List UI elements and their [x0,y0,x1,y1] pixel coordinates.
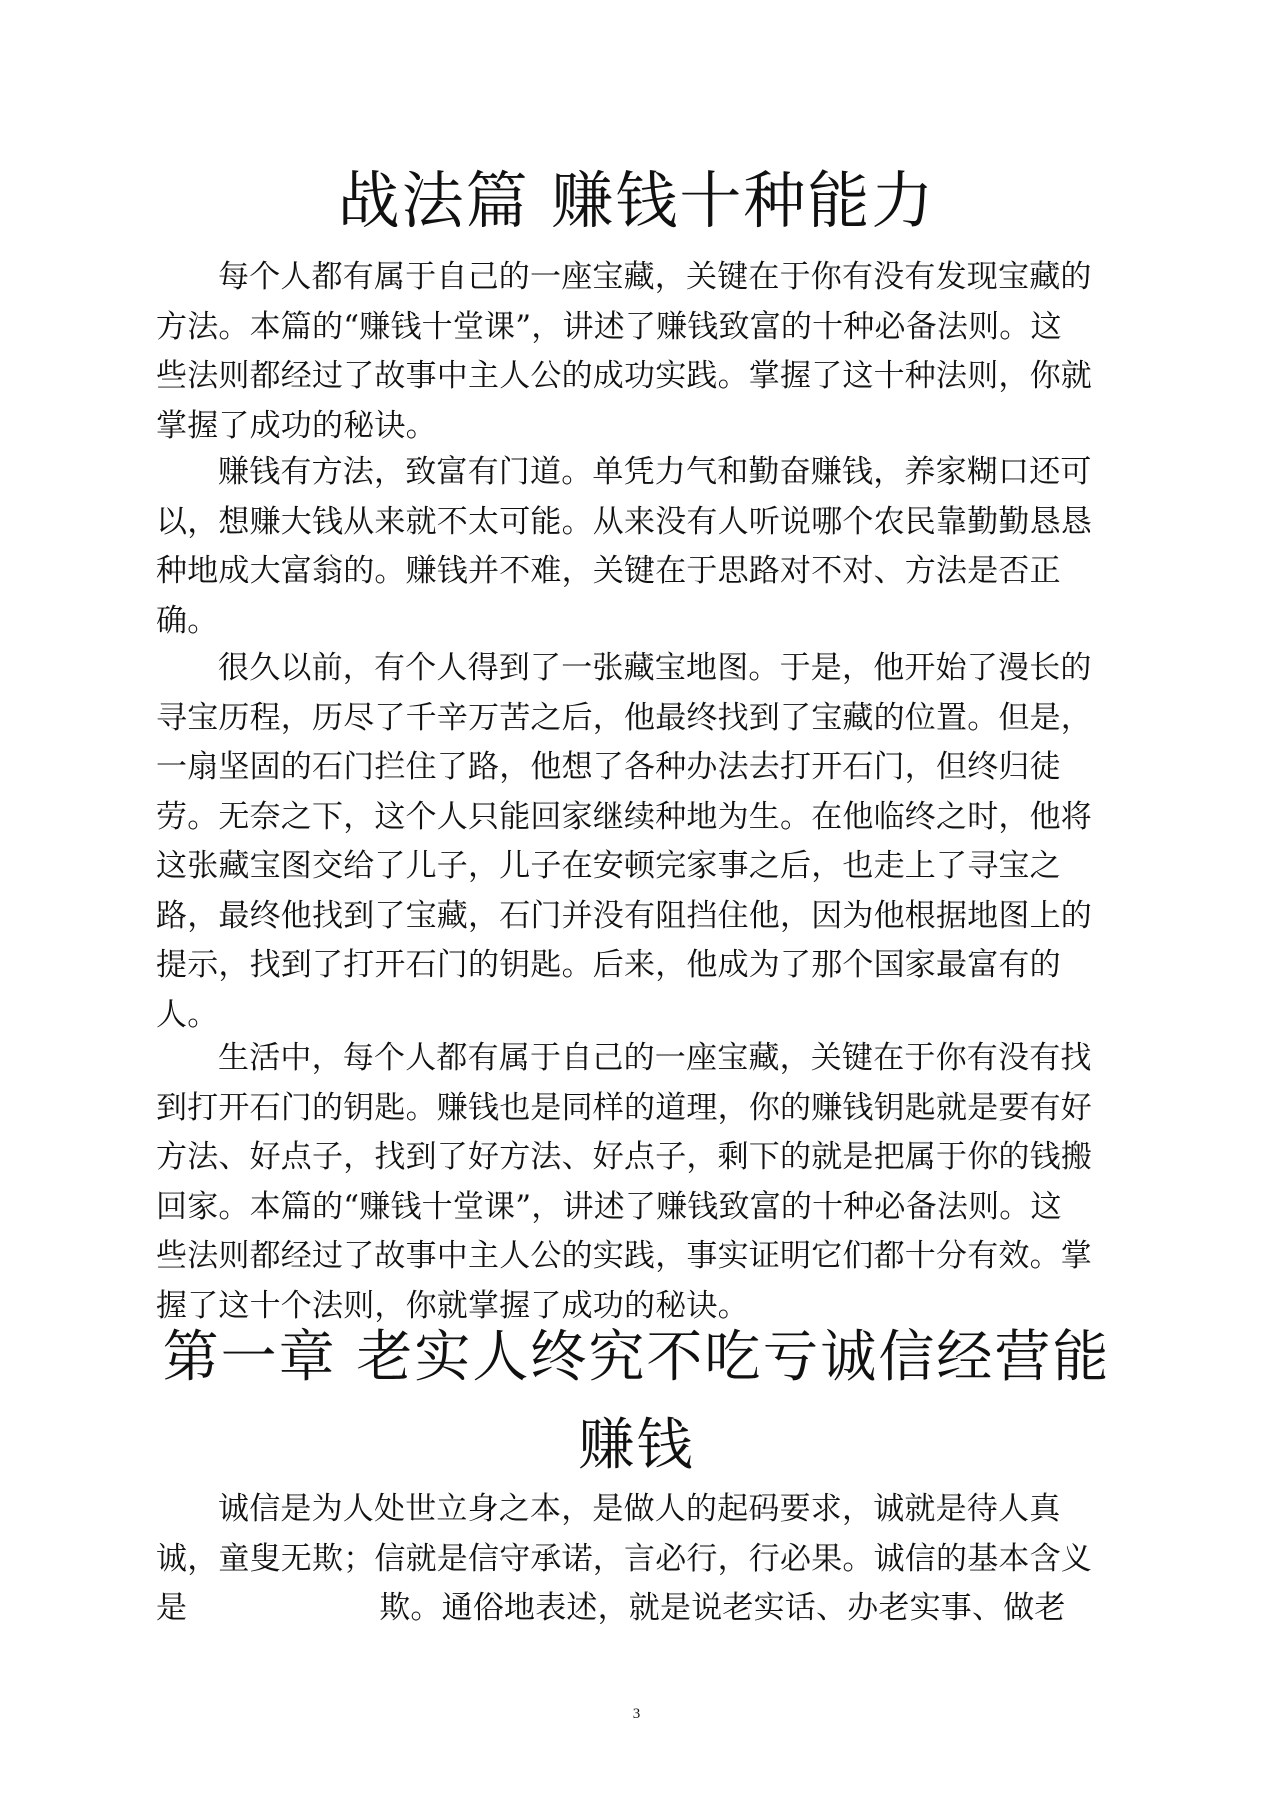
text-line: 寻宝历程，历尽了千辛万苦之后，他最终找到了宝藏的位置。但是， [156,699,1092,736]
text-line: 劳。无奈之下，这个人只能回家继续种地为生。在他临终之时，他将 [156,798,1092,835]
text-line: 路，最终他找到了宝藏，石门并没有阻挡住他，因为他根据地图上的 [156,897,1092,934]
text-line: 到打开石门的钥匙。赚钱也是同样的道理，你的赚钱钥匙就是要有好 [156,1089,1092,1126]
text-line: 种地成大富翁的。赚钱并不难，关键在于思路对不对、方法是否正 [156,553,1061,589]
chapter-title-line-1: 第一章 老实人终究不吃亏诚信经营能 [162,1325,1111,1390]
text-line: 生活中，每个人都有属于自己的一座宝藏，关键在于你有没有找 [218,1040,1092,1076]
text-line: 赚钱有方法，致富有门道。单凭力气和勤奋赚钱，养家糊口还可 [218,454,1092,490]
text-line: 很久以前，有个人得到了一张藏宝地图。于是，他开始了漫长的 [218,650,1092,686]
paragraph-4 [156,1034,1116,1331]
paragraph-3 [156,644,1116,1040]
text-line: 些法则都经过了故事中主人公的成功实践。掌握了这十种法则，你就 [156,358,1092,394]
page-title: 战法篇 赚钱十种能力 [337,164,936,237]
text-line: 方法、好点子，找到了好方法、好点子，剩下的就是把属于你的钱搬 [156,1139,1092,1175]
chapter-paragraph [156,1485,1116,1634]
text-line: 确。 [156,602,219,639]
text-line: 诚，童叟无欺；信就是信守承诺，言必行，行必果。诚信的基本含义 [156,1540,1092,1577]
line-end-text: 欺。通俗地表述，就是说老实话、办老实事、做老 [379,1590,1066,1626]
text-line [156,1584,1116,1634]
text-line: 以，想赚大钱从来就不太可能。从来没有人听说哪个农民靠勤勤恳恳 [156,503,1092,540]
chapter-title-line-2: 赚钱 [578,1413,695,1478]
text-line: 提示，找到了打开石门的钥匙。后来，他成为了那个国家最富有的 [156,947,1061,983]
text-line: 每个人都有属于自己的一座宝藏，关键在于你有没有发现宝藏的 [218,259,1092,295]
paragraph-2 [156,448,1116,646]
text-line: 这张藏宝图交给了儿子，儿子在安顿完家事之后，也走上了寻宝之 [156,848,1061,884]
text-line: 方法。本篇的“赚钱十堂课”，讲述了赚钱致富的十种必备法则。这 [156,308,1062,345]
text-line: 掌握了成功的秘诀。 [156,407,437,444]
text-line: 些法则都经过了故事中主人公的实践，事实证明它们都十分有效。掌 [156,1238,1092,1274]
text-line: 人。 [156,996,219,1033]
text-line: 回家。本篇的“赚钱十堂课”，讲述了赚钱致富的十种必备法则。这 [156,1188,1062,1225]
line-start-text: 是 [156,1590,188,1626]
paragraph-1 [156,253,1116,451]
text-line: 诚信是为人处世立身之本，是做人的起码要求，诚就是待人真 [218,1491,1061,1527]
text-line: 握了这十个法则，你就掌握了成功的秘诀。 [156,1287,749,1324]
text-line: 一扇坚固的石门拦住了路，他想了各种办法去打开石门，但终归徒 [156,749,1061,785]
page-number: 3 [632,1706,641,1722]
